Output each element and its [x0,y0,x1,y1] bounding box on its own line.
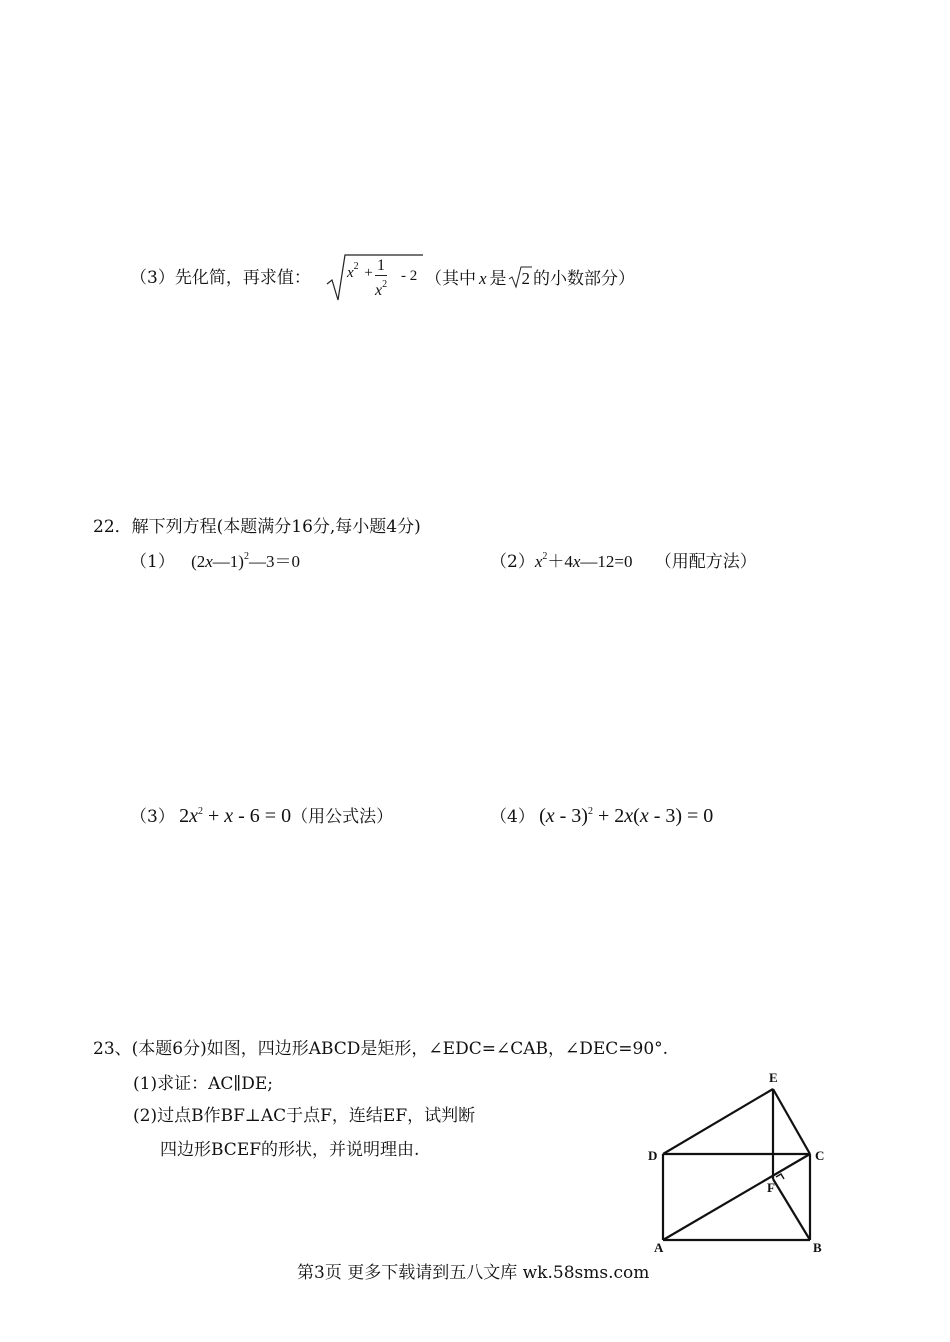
fraction-one-over-x2: $\frac{1}{x^2}$ [375,257,388,299]
q22-part4: （4） (x - 3)$^2$ + 2x(x - 3) = 0 [490,805,714,827]
x-var: x [347,265,354,281]
q22-part3: （3） $2x^2 + x - 6 = 0$（用公式法） [130,805,394,827]
q22-part1: （1） (2x—1)$^2$—3＝0 [130,551,300,572]
q23-part2: (2)过点B作BF⊥AC于点F，连结EF，试判断 [133,1106,476,1126]
page-footer: 第3页 更多下载请到五八文库 wk.58sms.com [297,1263,650,1283]
label-D: D [648,1148,658,1163]
q23-title: 23、(本题6分)如图，四边形ABCD是矩形，∠EDC=∠CAB，∠DEC=90°. [93,1039,669,1059]
label-C: C [815,1148,825,1163]
label-B: B [813,1240,822,1255]
q21-3-line [130,262,311,306]
rectangle-figure [645,1068,845,1258]
q23-part1: (1)求证：AC∥DE; [133,1074,273,1094]
radical-sign-small [508,265,532,289]
label-F: F [767,1180,775,1195]
sqrt-two: 2 [510,270,531,287]
q21-3-label: （3）先化简，再求值： [130,268,311,288]
q22-part2: $(2)x^2+4x—12=0$ （用配方法） [490,551,757,572]
q23-part2-continued: 四边形BCEF的形状，并说明理由. [160,1140,420,1160]
plus-sign: + [364,265,373,281]
right-angle-mark [776,1174,784,1179]
minus-two: - 2 [401,268,418,284]
segment-DE [663,1089,773,1154]
segment-AC [663,1154,810,1240]
q21-3-note: （其中 x 是 2 的小数部分） [425,270,635,288]
label-E: E [769,1070,778,1085]
segment-EC [773,1089,810,1154]
label-A: A [654,1240,664,1255]
segment-BF [773,1179,810,1240]
q22-title: 22．解下列方程(本题满分16分,每小题4分) [93,517,421,537]
